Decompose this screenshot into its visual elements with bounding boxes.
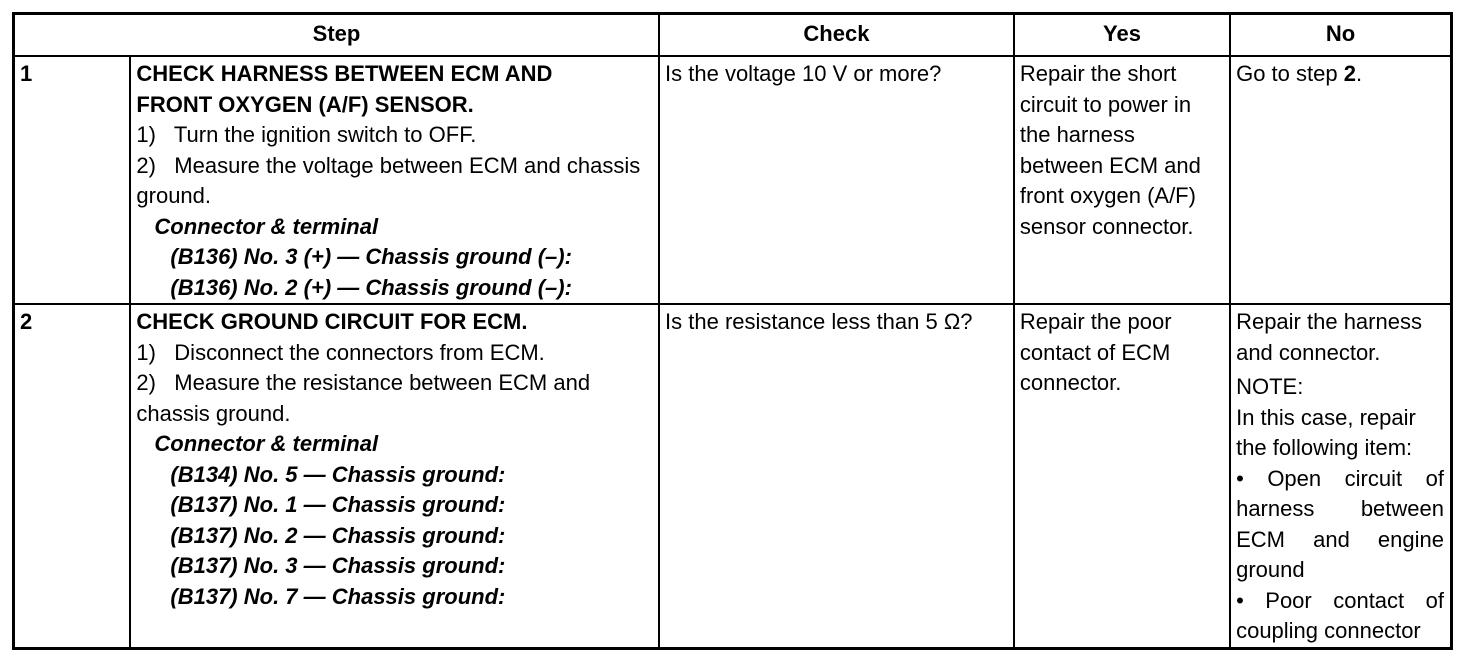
connector-terminal: (B137) No. 2 — Chassis ground:	[170, 522, 506, 548]
connector-terminal: (B134) No. 5 — Chassis ground:	[170, 461, 506, 487]
step-description	[130, 56, 659, 304]
header-row	[14, 14, 1452, 57]
header-check: Check	[659, 14, 1014, 57]
note-text: In this case, repair the following item:	[1236, 404, 1416, 460]
connector-terminal: (B136) No. 2 (+) — Chassis ground (–):	[170, 274, 572, 300]
connector-terminal: (B137) No. 1 — Chassis ground:	[170, 492, 506, 517]
table-row	[14, 304, 1452, 648]
step-number: 2	[14, 304, 131, 648]
substep: 1) Disconnect the connectors from ECM.	[136, 339, 545, 365]
step-title: CHECK HARNESS BETWEEN ECM AND	[136, 61, 553, 86]
header-no: No	[1230, 14, 1451, 57]
substep: 2) Measure the voltage between ECM and chassis ground.	[136, 152, 647, 208]
no-suffix: .	[1355, 61, 1363, 86]
header-step: Step	[14, 14, 660, 57]
step-description	[130, 304, 659, 648]
table-row	[14, 56, 1452, 304]
step-number: 1	[14, 56, 131, 304]
header-yes: Yes	[1014, 14, 1230, 57]
connector-title: Connector & terminal	[154, 431, 379, 456]
yes-action: Repair the short circuit to power in the harness between ECM and front oxygen (A/F) sensor connector.	[1014, 56, 1230, 304]
step-title: FRONT OXYGEN (A/F) SENSOR.	[136, 91, 474, 117]
connector-terminal: (B137) No. 7 — Chassis ground:	[170, 583, 506, 609]
no-action	[1230, 304, 1451, 648]
note-bullet: • Open circuit of harness between ECM and engine ground	[1236, 465, 1444, 582]
substep: 2) Measure the resistance between ECM and chassis ground.	[136, 370, 597, 426]
note-bullet: • Poor contact of coupling connector	[1236, 587, 1444, 643]
connector-terminal: (B137) No. 3 — Chassis ground:	[170, 553, 506, 578]
no-action	[1230, 56, 1451, 304]
diagnostic-table	[12, 12, 1453, 650]
step-link: 2	[1343, 61, 1356, 86]
check-question: Is the resistance less than 5 Ω?	[659, 304, 1014, 648]
no-prefix: Go to step	[1236, 61, 1344, 86]
connector-terminal: (B136) No. 3 (+) — Chassis ground (–):	[170, 244, 572, 269]
check-question: Is the voltage 10 V or more?	[659, 56, 1014, 304]
step-title: CHECK GROUND CIRCUIT FOR ECM.	[136, 309, 528, 334]
connector-title: Connector & terminal	[154, 213, 379, 239]
note-label: NOTE:	[1236, 374, 1304, 399]
yes-action: Repair the poor contact of ECM connector.	[1014, 304, 1230, 648]
no-main: Repair the harness and connector.	[1236, 309, 1422, 365]
substep: 1) Turn the ignition switch to OFF.	[136, 122, 477, 147]
